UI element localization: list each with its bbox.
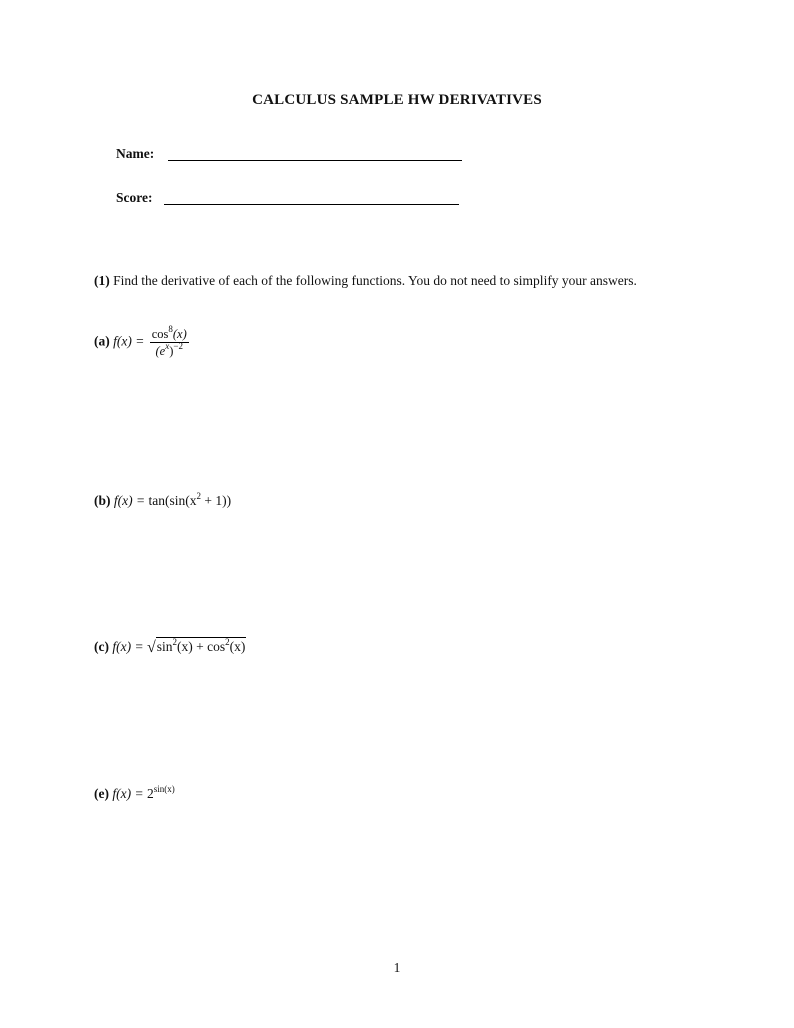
radicand-mid: (x) + cos xyxy=(177,639,226,654)
radicand-cos-exponent: 2 xyxy=(225,636,230,647)
part-b xyxy=(94,490,232,509)
part-c-lhs: f(x) = xyxy=(112,639,144,654)
part-c-radicand xyxy=(156,637,247,654)
part-b-label: (b) xyxy=(94,493,111,508)
radicand-sin: sin xyxy=(156,639,173,654)
radicand-sin-exponent: 2 xyxy=(172,636,177,647)
sqrt-icon: √ xyxy=(146,639,156,656)
part-a-fraction xyxy=(150,323,189,358)
part-e-exponent: sin(x) xyxy=(153,783,175,794)
part-c-label: (c) xyxy=(94,639,109,654)
rhs-exponent: 2 xyxy=(196,490,201,501)
numerator-exponent: 8 xyxy=(168,323,173,334)
name-label: Name: xyxy=(116,146,155,161)
question-number: (1) xyxy=(94,273,110,288)
part-e-label: (e) xyxy=(94,786,109,801)
part-e-lhs: f(x) = xyxy=(112,786,144,801)
part-e-base: 2 xyxy=(146,786,154,801)
part-b-rhs xyxy=(148,490,232,508)
radicand-end: (x) xyxy=(229,639,246,654)
part-a-denominator xyxy=(150,340,189,358)
question-1 xyxy=(94,273,637,289)
numerator-arg: (x) xyxy=(172,327,187,341)
rhs-pre: tan(sin(x xyxy=(148,493,197,508)
rhs-post: + 1)) xyxy=(200,493,232,508)
denominator-base: (e xyxy=(155,344,166,358)
numerator-func: cos xyxy=(151,327,169,341)
part-e xyxy=(94,783,175,802)
score-label: Score: xyxy=(116,190,153,205)
part-a-label: (a) xyxy=(94,333,110,349)
part-c xyxy=(94,638,246,656)
denominator-inner-exponent: x xyxy=(165,340,170,351)
denominator-close: ) xyxy=(169,344,174,358)
part-b-lhs: f(x) = xyxy=(113,493,146,508)
page-title: CALCULUS SAMPLE HW DERIVATIVES xyxy=(252,92,542,108)
page-number: 1 xyxy=(393,960,401,975)
name-field-line[interactable] xyxy=(168,160,462,161)
part-a-lhs: f(x) = xyxy=(113,333,145,349)
denominator-exponent: −2 xyxy=(173,340,183,351)
score-field-line[interactable] xyxy=(164,204,459,205)
part-a xyxy=(94,323,191,358)
question-instruction: Find the derivative of each of the following functions. You do not need to simplify your answers. xyxy=(113,273,637,288)
